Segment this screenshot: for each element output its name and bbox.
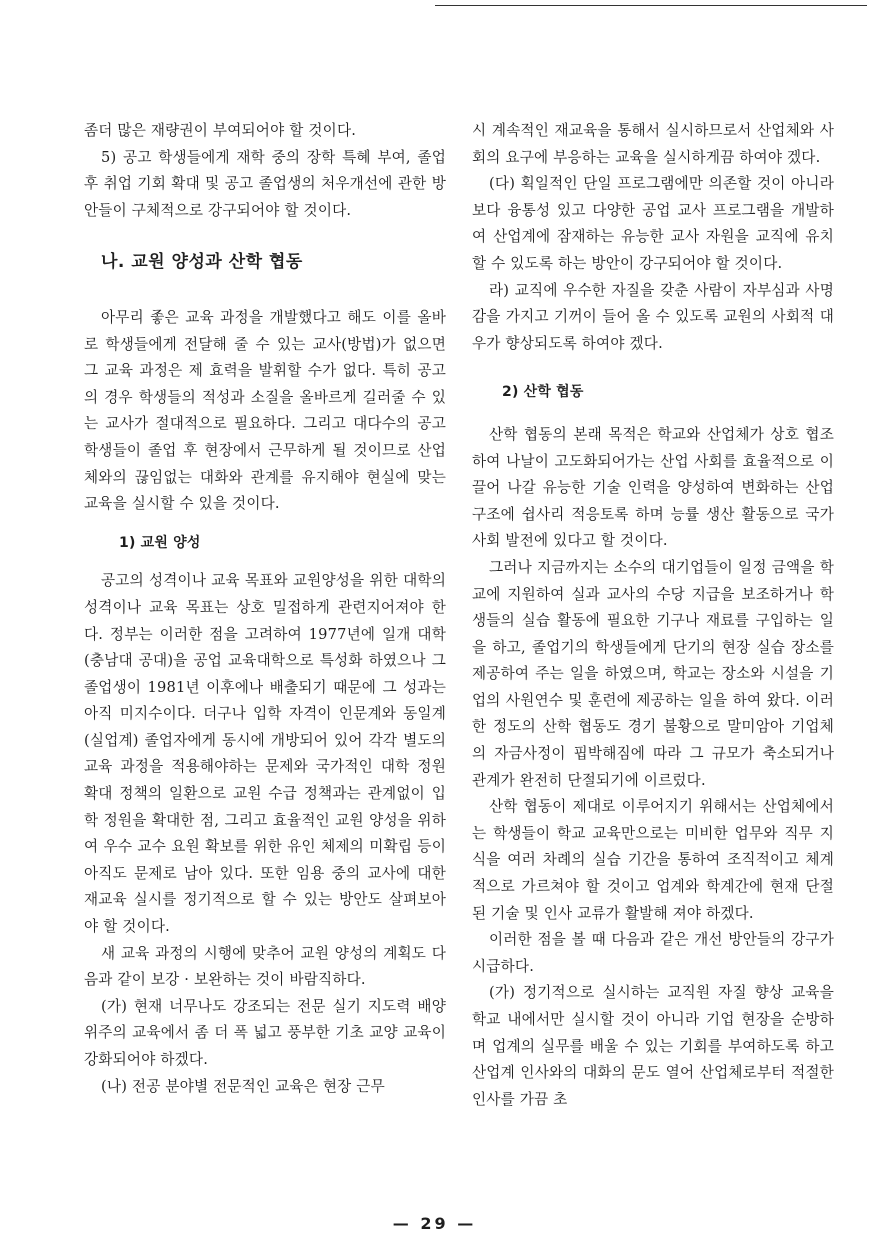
paragraph: 5) 공고 학생들에게 재학 중의 장학 특혜 부여, 졸업 후 취업 기회 확대 및 공고 졸업생의 처우개선에 관한 방안들이 구체적으로 강구되어야 할 것이다. xyxy=(84,148,446,219)
sub-heading: 1) 교원 양성 xyxy=(119,534,201,551)
right-column xyxy=(472,118,834,1113)
paragraph: (다) 획일적인 단일 프로그램에만 의존할 것이 아니라 보다 융통성 있고 다양한 공업 교사 프로그램을 개발하여 산업계에 잠재하는 유능한 교사 자원을 교직에 유치할 수 있도록 하는 방안이 강구되어야 할 것이다. xyxy=(472,175,834,272)
paragraph: 산학 협동의 본래 목적은 학교와 산업체가 상호 협조하여 나날이 고도화되어가는 산업 사회를 효율적으로 이끌어 나갈 유능한 기술 인력을 양성하여 변화하는 산업 구조에 쉽사리 적응토록 하며 능률 생산 활동으로 국가 사회 발전에 있다고 할 것이다. xyxy=(472,425,834,550)
paragraph: 라) 교직에 우수한 자질을 갖춘 사람이 자부심과 사명감을 가지고 기꺼이 들어 올 수 있도록 교원의 사회적 대우가 향상되도록 하여야 겠다. xyxy=(472,281,834,352)
paragraph: 아무리 좋은 교육 과정을 개발했다고 해도 이를 올바로 학생들에게 전달해 줄 수 있는 교사(방법)가 없으면 그 교육 과정은 제 효력을 발휘할 수가 없다. 특히 공고의 경우 학생들의 적성과 소질을 올바르게 길러줄 수 있는 교사가 절대적으로 필요하다. 그리고 대다수의 공고 학생들이 졸업 후 현장에서 근무하게 될 것이므로 산업체와의 끊임없는 대화와 관계를 유지해야 현실에 맞는 교육을 실시할 수 있을 것이다. xyxy=(84,308,446,513)
paragraph: 새 교육 과정의 시행에 맞추어 교원 양성의 계획도 다음과 같이 보강 · 보완하는 것이 바람직하다. xyxy=(84,944,446,989)
paragraph: 이러한 점을 볼 때 다음과 같은 개선 방안들의 강구가 시급하다. xyxy=(472,931,834,975)
paragraph: (나) 전공 분야별 전문적인 교육은 현장 근무 xyxy=(101,1077,385,1095)
left-column xyxy=(84,118,446,1100)
sub-heading: 2) 산학 협동 xyxy=(502,384,584,401)
paragraph: (가) 정기적으로 실시하는 교직원 자질 향상 교육을 학교 내에서만 실시할 것이 아니라 기업 현장을 순방하며 업계의 실무를 배울 수 있는 기회를 부여하도록 하고 산업계 인사와의 대화의 문도 열어 산업체로부터 적절한 인사를 가끔 초 xyxy=(472,984,834,1108)
section-heading: 나. 교원 양성과 산학 협동 xyxy=(101,252,303,273)
page-number: — 29 — xyxy=(392,1214,477,1233)
paragraph: 공고의 성격이나 교육 목표와 교원양성을 위한 대학의 성격이나 교육 목표는 상호 밀접하게 관련지어져야 한다. 정부는 이러한 점을 고려하여 1977년에 일개 대학(충남대 공대)을 공업 교육대학으로 특성화 하였으나 그 졸업생이 1981년 이후에나 배출되기 때문에 그 성과는 아직 미지수이다. 더구나 입학 자격이 인문계와 동일계(실업계) 졸업자에게 동시에 개방되어 있어 각각 별도의 교육 과정을 적용해야하는 문제와 국가적인 대학 정원 확대 정책의 일환으로 교원 수급 정책과는 관계없이 입학 정원을 확대한 점, 그리고 효율적인 교원 양성을 위하여 우수 교수 요원 확보를 위한 유인 체제의 미확립 등이 아직도 문제로 남아 있다. 또한 임용 중의 교사에 대한 재교육 실시를 정기적으로 할 수 있는 방안도 살펴보아야 할 것이다. xyxy=(84,572,446,936)
paragraph: 좀더 많은 재량권이 부여되어야 할 것이다. xyxy=(84,122,357,139)
paragraph: 시 계속적인 재교육을 통해서 실시하므로서 산업체와 사회의 요구에 부응하는 교육을 실시하게끔 하여야 겠다. xyxy=(472,122,834,166)
paragraph: 그러나 지금까지는 소수의 대기업들이 일정 금액을 학교에 지원하여 실과 교사의 수당 지급을 보조하거나 학생들의 실습 활동에 필요한 기구나 재료를 구입하는 일을 하고, 졸업기의 학생들에게 단기의 현장 실습 장소를 제공하여 주는 일을 하였으며, 학교는 장소와 시설을 기업의 사원연수 및 훈련에 제공하는 일을 하여 왔다. 이러한 정도의 산학 협동도 경기 불황으로 말미암아 기업체의 자금사정이 핍박해짐에 따라 그 규모가 축소되거나 관계가 완전히 단절되기에 이르렀다. xyxy=(472,558,834,789)
paragraph: (가) 현재 너무나도 강조되는 전문 실기 지도력 배양 위주의 교육에서 좀 더 폭 넓고 풍부한 기초 교양 교육이 강화되어야 하겠다. xyxy=(84,997,446,1068)
top-rule xyxy=(435,5,867,6)
paragraph: 산학 협동이 제대로 이루어지기 위해서는 산업체에서는 학생들이 학교 교육만으로는 미비한 업무와 직무 지식을 여러 차례의 실습 기간을 통하여 조직적이고 체계적으로 가르쳐야 할 것이고 업계와 학계간에 현재 단절된 기술 및 인사 교류가 활발해 져야 하겠다. xyxy=(472,798,834,922)
